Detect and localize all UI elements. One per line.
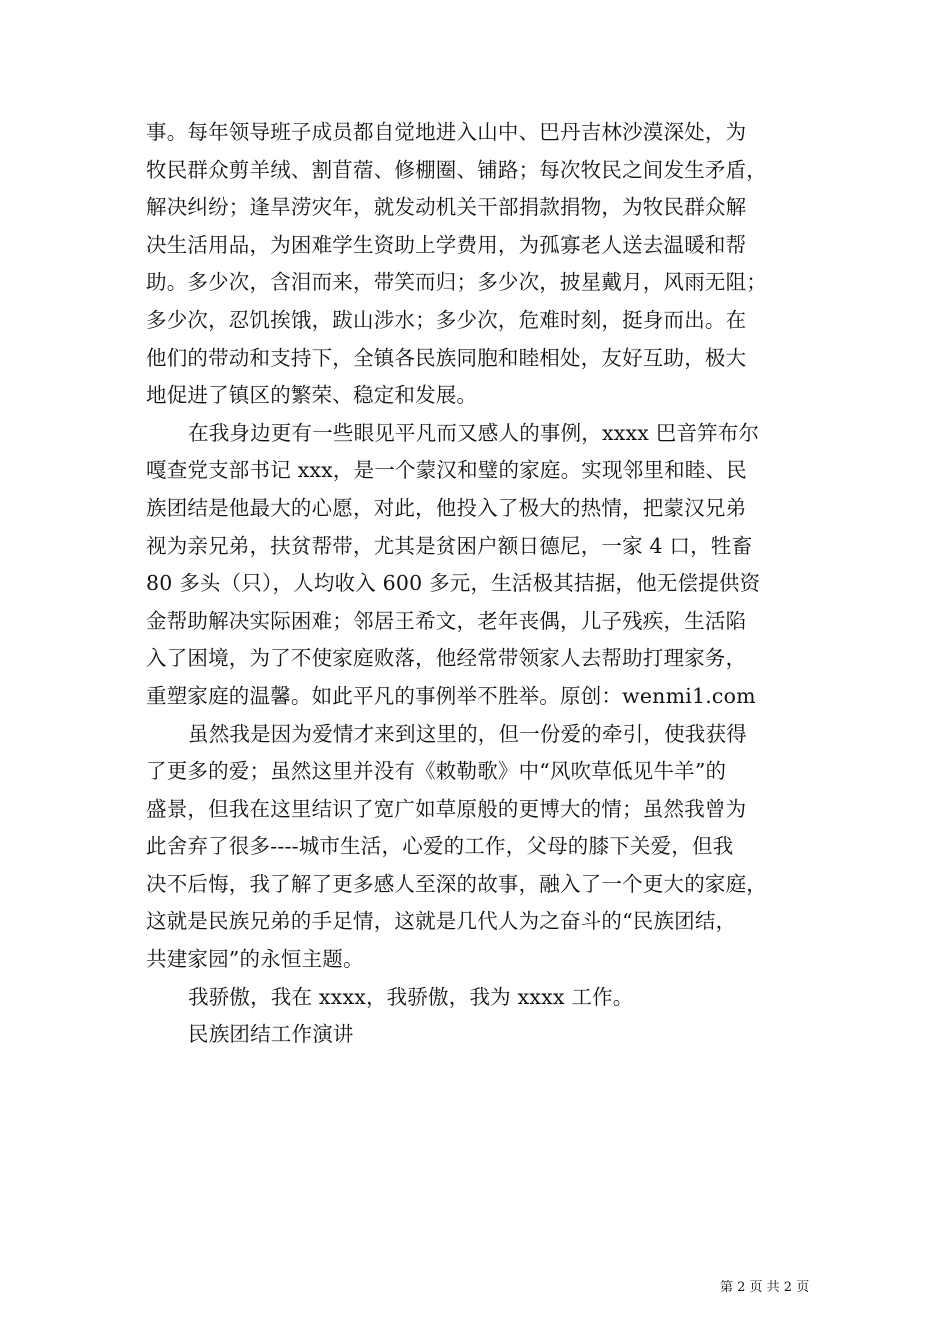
paragraph-line: 入了困境，为了不使家庭败落，他经常带领家人去帮助打理家务， bbox=[146, 646, 747, 671]
paragraph-line: 在我身边更有一些眼见平凡而又感人的事例，xxxx 巴音笄布尔 bbox=[188, 420, 760, 445]
page-number: 第 2 页 共 2 页 bbox=[720, 1280, 810, 1295]
paragraph-line: 事。每年领导班子成员都自觉地进入山中、巴丹吉林沙漠深处，为 bbox=[146, 120, 747, 144]
paragraph-line: 视为亲兄弟，扶贫帮带，尤其是贫困户额日德尼，一家 4 口，牲畜 bbox=[146, 533, 753, 558]
paragraph-line: 嘎查党支部书记 xxx，是一个蒙汉和璧的家庭。实现邻里和睦、民 bbox=[146, 458, 747, 483]
paragraph bbox=[146, 979, 811, 1017]
paragraph-line: 解决纠纷；逢旱涝灾年，就发动机关干部捐款捐物，为牧民群众解 bbox=[146, 195, 747, 220]
paragraph bbox=[146, 415, 811, 716]
paragraph-line: 助。多少次，含泪而来，带笑而归；多少次，披星戴月，风雨无阻； bbox=[146, 270, 767, 295]
paragraph-line: 他们的带动和支持下，全镇各民族同胞和睦相处，友好互助，极大 bbox=[146, 345, 747, 370]
paragraph-line: 共建家园”的永恒主题。 bbox=[146, 947, 364, 972]
paragraph-line: 此舍弃了很多----城市生活，心爱的工作，父母的膝下关爱，但我 bbox=[146, 834, 734, 859]
paragraph-line: 虽然我是因为爱情才来到这里的，但一份爱的牵引，使我获得 bbox=[188, 721, 747, 746]
paragraph bbox=[146, 716, 811, 979]
paragraph-line: 金帮助解决实际困难；邻居王希文，老年丧偶，儿子残疾，生活陷 bbox=[146, 608, 747, 633]
paragraph bbox=[146, 114, 811, 415]
paragraph-line: 地促进了镇区的繁荣、稳定和发展。 bbox=[146, 383, 478, 408]
paragraph bbox=[146, 1016, 811, 1054]
paragraph-line: 决不后悔，我了解了更多感人至深的故事，融入了一个更大的家庭， bbox=[146, 871, 767, 896]
paragraph-line: 牧民群众剪羊绒、割苜蓿、修棚圈、铺路；每次牧民之间发生矛盾， bbox=[146, 157, 767, 182]
paragraph-line: 了更多的爱；虽然这里并没有《敕勒歌》中“风吹草低见牛羊”的 bbox=[146, 759, 727, 784]
paragraph-line: 这就是民族兄弟的手足情，这就是几代人为之奋斗的“民族团结， bbox=[146, 909, 737, 934]
paragraph-line: 族团结是他最大的心愿，对此，他投入了极大的热情，把蒙汉兄弟 bbox=[146, 495, 747, 520]
paragraph-line: 80 多头（只），人均收入 600 多元，生活极其拮据，他无偿提供资 bbox=[146, 571, 761, 596]
document-body bbox=[146, 114, 811, 1054]
paragraph-line: 民族团结工作演讲 bbox=[188, 1022, 354, 1047]
paragraph-line: 我骄傲，我在 xxxx，我骄傲，我为 xxxx 工作。 bbox=[188, 984, 634, 1009]
paragraph-line: 盛景，但我在这里结识了宽广如草原般的更博大的情；虽然我曾为 bbox=[146, 796, 747, 821]
paragraph-line: 重塑家庭的温馨。如此平凡的事例举不胜举。原创：wenmi1.com bbox=[146, 683, 756, 708]
paragraph-line: 决生活用品，为困难学生资助上学费用，为孤寡老人送去温暖和帮 bbox=[146, 232, 747, 257]
paragraph-line: 多少次，忍饥挨饿，跋山涉水；多少次，危难时刻，挺身而出。在 bbox=[146, 307, 747, 332]
